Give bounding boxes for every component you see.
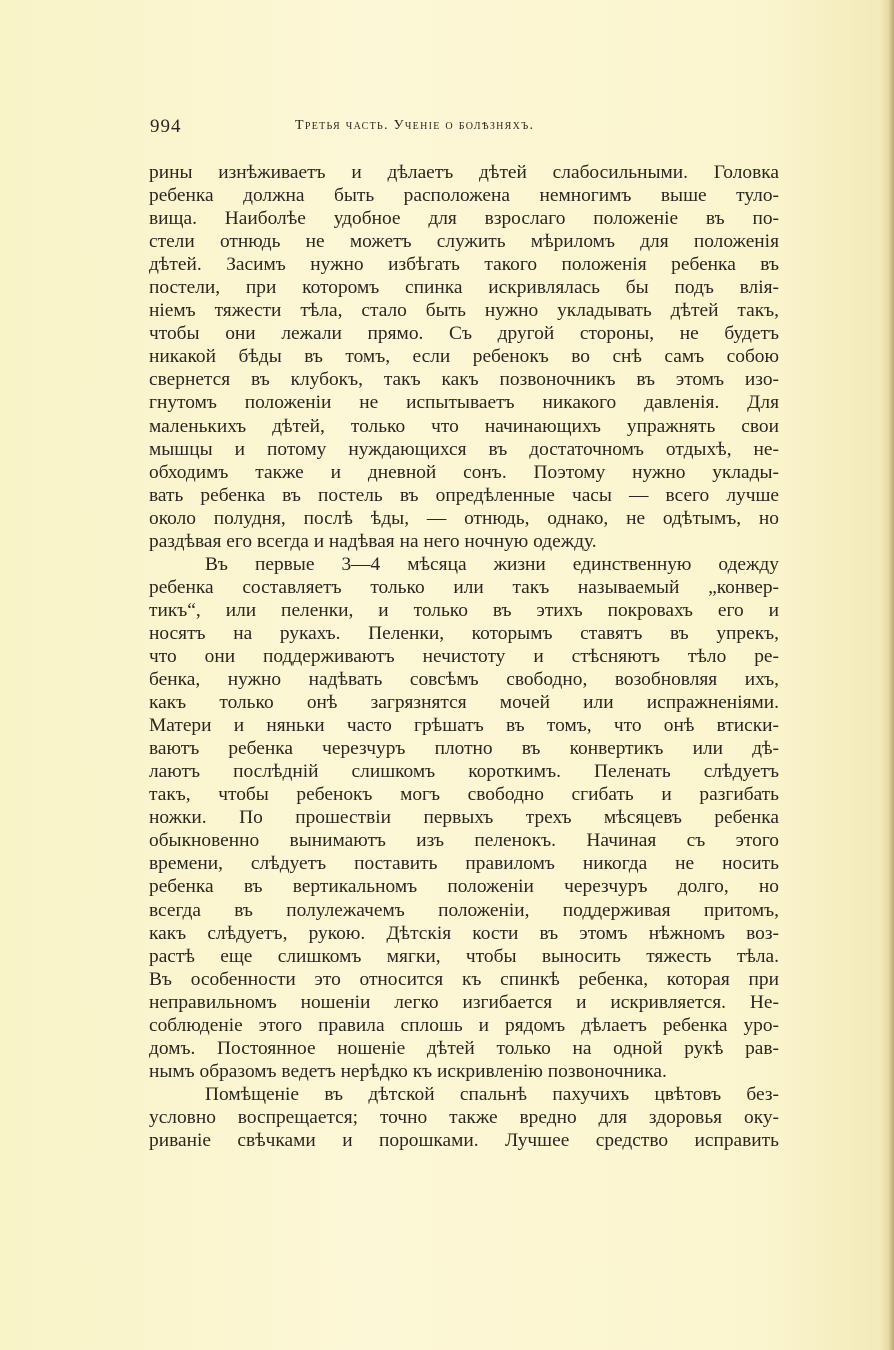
text-line: дѣтей. Засимъ нужно избѣгать такого положенія ребенка въ bbox=[149, 254, 779, 276]
text-line: около полудня, послѣ ѣды, — отнюдь, однако, не одѣтымъ, но bbox=[149, 507, 779, 529]
text-line: ваютъ ребенка черезчуръ плотно въ конвертикъ или дѣ- bbox=[149, 738, 779, 760]
text-line: растѣ еще слишкомъ мягки, чтобы выносить тяжесть тѣла. bbox=[149, 945, 779, 967]
text-line: ребенка должна быть расположена немногимъ выше туло- bbox=[149, 185, 779, 207]
text-line: ножки. По прошествіи первыхъ трехъ мѣсяцевъ ребенка bbox=[149, 807, 779, 829]
text-line: обходимъ также и дневной сонъ. Поэтому нужно уклады- bbox=[149, 461, 779, 483]
text-line: стели отнюдь не можетъ служить мѣриломъ для положенія bbox=[149, 231, 779, 253]
page-edge-shadow bbox=[880, 0, 894, 1350]
page-number: 994 bbox=[150, 116, 182, 137]
text-line: времени, слѣдуетъ поставить правиломъ никогда не носить bbox=[149, 853, 779, 875]
text-line: рины изнѣживаетъ и дѣлаетъ дѣтей слабосильными. Головка bbox=[149, 162, 779, 183]
text-line: лаютъ послѣдній слишкомъ короткимъ. Пеленать слѣдуетъ bbox=[149, 761, 779, 783]
text-line: условно воспрещается; точно также вредно для здоровья оку- bbox=[149, 1106, 779, 1128]
text-line: ребенка составляетъ только или такъ называемый „конвер- bbox=[149, 576, 779, 598]
text-line: Помѣщеніе въ дѣтской спальнѣ пахучихъ цвѣтовъ без- bbox=[205, 1083, 779, 1105]
text-line: Въ особенности это относится къ спинкѣ ребенка, которая при bbox=[149, 968, 779, 990]
text-line: риваніе свѣчками и порошками. Лучшее средство исправить bbox=[149, 1129, 779, 1151]
text-line: постели, при которомъ спинка искривлялась бы подъ влія- bbox=[149, 277, 779, 299]
text-line: тикъ“, или пеленки, и только въ этихъ покровахъ его и bbox=[149, 599, 779, 621]
text-line: маленькихъ дѣтей, только что начинающихъ упражнять свои bbox=[149, 415, 779, 437]
text-line: ніемъ тяжести тѣла, стало быть нужно укладывать дѣтей такъ, bbox=[149, 300, 779, 322]
body-text bbox=[149, 161, 779, 1152]
text-line: всегда въ полулежачемъ положеніи, поддерживая притомъ, bbox=[149, 899, 779, 921]
text-line: чтобы они лежали прямо. Съ другой стороны, не будетъ bbox=[149, 323, 779, 345]
text-line: какъ только онѣ загрязнятся мочей или испражненіями. bbox=[149, 692, 779, 714]
text-line: вать ребенка въ постель въ опредѣленные часы — всего лучше bbox=[149, 484, 779, 506]
text-line: носятъ на рукахъ. Пеленки, которымъ ставятъ въ упрекъ, bbox=[149, 622, 779, 644]
page-header bbox=[150, 116, 650, 140]
text-line: свернется въ клубокъ, такъ какъ позвоночникъ въ этомъ изо- bbox=[149, 369, 779, 391]
text-line: домъ. Постоянное ношеніе дѣтей только на одной рукѣ рав- bbox=[149, 1037, 779, 1059]
text-line: неправильномъ ношеніи легко изгибается и искривляется. Не- bbox=[149, 991, 779, 1013]
text-line: нымъ образомъ ведетъ нерѣдко къ искривленію позвоночника. bbox=[149, 1060, 667, 1082]
text-line: ребенка въ вертикальномъ положеніи черезчуръ долго, но bbox=[149, 876, 779, 898]
text-line: Матери и няньки часто грѣшатъ въ томъ, что онѣ втиски- bbox=[149, 715, 779, 737]
text-line: гнутомъ положеніи не испытываетъ никакого давленія. Для bbox=[149, 392, 779, 414]
text-line: никакой бѣды въ томъ, если ребенокъ во снѣ самъ собою bbox=[149, 346, 779, 368]
text-line: мышцы и потому нуждающихся въ достаточномъ отдыхѣ, не- bbox=[149, 438, 779, 460]
running-title: Третья часть. Ученіе о болѣзняхъ. bbox=[295, 118, 535, 133]
text-line: соблюденіе этого правила сплошь и рядомъ дѣлаетъ ребенка уро- bbox=[149, 1014, 779, 1036]
text-line: обыкновенно вынимаютъ изъ пеленокъ. Начиная съ этого bbox=[149, 830, 779, 852]
text-line: вища. Наиболѣе удобное для взрослаго положеніе въ по- bbox=[149, 208, 779, 230]
text-line: бенка, нужно надѣвать совсѣмъ свободно, возобновляя ихъ, bbox=[149, 669, 779, 691]
text-line: что они поддерживаютъ нечистоту и стѣсняютъ тѣло ре- bbox=[149, 645, 779, 667]
text-line: Въ первые 3—4 мѣсяца жизни единственную одежду bbox=[205, 553, 779, 575]
text-line: раздѣвая его всегда и надѣвая на него ночную одежду. bbox=[149, 530, 597, 552]
text-line: такъ, чтобы ребенокъ могъ свободно сгибать и разгибать bbox=[149, 784, 779, 806]
text-line: какъ слѣдуетъ, рукою. Дѣтскія кости въ этомъ нѣжномъ воз- bbox=[149, 922, 779, 944]
